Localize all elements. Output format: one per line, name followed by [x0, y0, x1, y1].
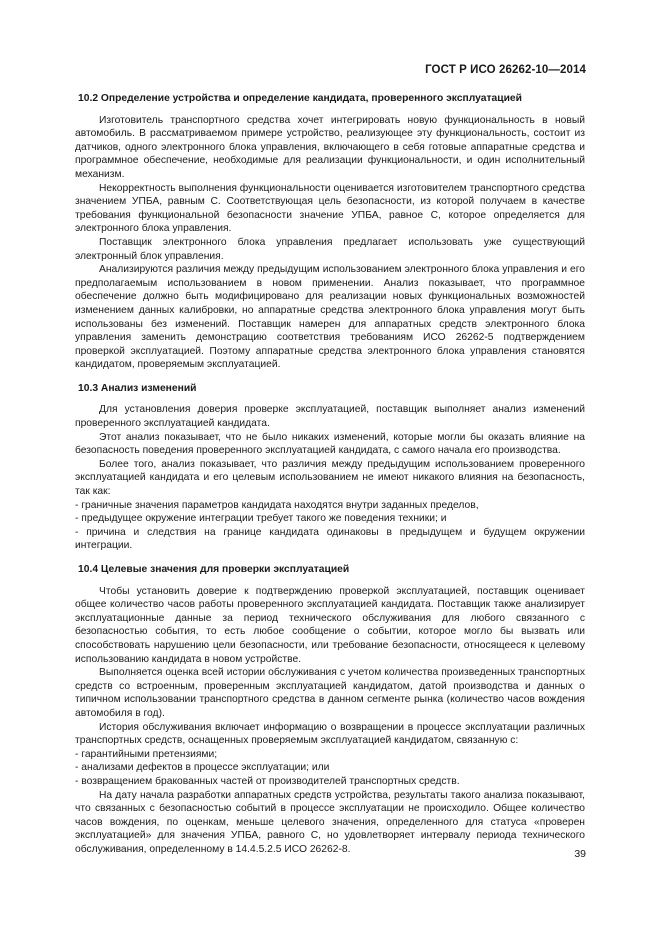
paragraph: Некорректность выполнения функциональности оценивается изготовителем транспортного средства значением УПБА, равным С. Соответствующая цель безопасности, из которой получаем в качестве требования функциональной безопасности значение УПБА, равное С, которое определяется для электронного блока управления. [75, 182, 585, 235]
section-10-4 [75, 563, 585, 856]
paragraph: Анализируются различия между предыдущим использованием электронного блока управления и его предполагаемым использованием в новом применении. Анализ показывает, что программное обеспечение должно быть модифицировано для реализации новых функциональных возможностей изменением данных калибровки, но аппаратные средства электронного блока управления могут быть использованы без изменений. Поставщик намерен для аппаратных средств электронного блока управления заменить демонстрацию соответствия требованиям ИСО 26262-5 подтверждением проверкой эксплуатацией. Поэтому аппаратные средства электронного блока управления становятся кандидатом, проверяемым эксплуатацией. [75, 264, 585, 371]
list-item: - граничные значения параметров кандидата находятся внутри заданных пределов, [75, 499, 479, 511]
page-content [75, 92, 585, 866]
bullet-list [75, 499, 585, 553]
paragraph: История обслуживания включает информацию о возвращении в процессе эксплуатации различных транспортных средств, оснащенных проверяемым эксплуатацией кандидатом, связанную с: [75, 721, 585, 747]
bullet-list [75, 748, 585, 789]
list-item: - гарантийными претензиями; [75, 748, 218, 760]
paragraph: На дату начала разработки аппаратных средств устройства, результаты такого анализа показывают, что связанных с безопасностью событий в процессе эксплуатации не происходило. Общее количество часов вождения, по оценкам, меньше целевого значения, определенного для статуса «проверен эксплуатацией» для значения УПБА, равного С, но удовлетворяет интервалу периода технического обслуживания, определенному в 14.4.5.2.5 ИСО 26262-8. [75, 789, 585, 855]
paragraph: Для установления доверия проверке эксплуатацией, поставщик выполняет анализ изменений проверенного эксплуатацией кандидата. [75, 404, 585, 430]
paragraph: Выполняется оценка всей истории обслуживания с учетом количества произведенных транспортных средств со встроенным, проверенным эксплуатацией кандидатом, датой производства и данных о типичном использовании транспортного средства в данном сегменте рынка (количество часов вождения автомобиля в год). [75, 667, 585, 719]
paragraph: Более того, анализ показывает, что различия между предыдущим использованием проверенного эксплуатацией кандидата и его целевым использованием не имеют никакого влияния на безопасность, так как: [75, 458, 585, 498]
paragraph: Этот анализ показывает, что не было никаких изменений, которые могли бы оказать влияние на безопасность поведения проверенного эксплуатацией кандидата, с самого начала его производства. [75, 431, 585, 457]
section-heading: 10.4 Целевые значения для проверки эксплуатацией [78, 564, 350, 575]
paragraph: Чтобы установить доверие к подтверждению проверкой эксплуатацией, поставщик оценивает общее количество часов работы проверенного эксплуатацией кандидата. Поставщик также анализирует эксплуатационные данные за период технического обслуживания для любого связанного с безопасностью события, то есть любое сообщение о событии, которое могло бы вызвать или способствовать нарушению цели безопасности, или требование безопасности, относящееся к целевому использованию кандидата в новом устройстве. [75, 585, 585, 665]
document-header: ГОСТ Р ИСО 26262-10—2014 [425, 64, 586, 76]
list-item: - анализами дефектов в процессе эксплуатации; или [75, 762, 330, 774]
page-number: 39 [574, 848, 586, 860]
list-item: - предыдущее окружение интеграции требует такого же поведения техники; и [75, 513, 447, 525]
list-item: - причина и следствия на границе кандидата одинаковы в предыдущем и будущем окружении интеграции. [75, 526, 585, 552]
paragraph: Поставщик электронного блока управления предлагает использовать уже существующий электронный блок управления. [75, 236, 585, 262]
section-10-2 [75, 92, 585, 372]
section-10-3 [75, 382, 585, 553]
paragraph: Изготовитель транспортного средства хочет интегрировать новую функциональность в новый автомобиль. В рассматриваемом примере устройство, реализующее эту функциональность, состоит из датчиков, одного электронного блока управления, включающего в себя готовые аппаратные средства и программное обеспечение, необходимые для реализации функциональности, и один исполнительный механизм. [75, 114, 585, 180]
section-heading: 10.3 Анализ изменений [78, 382, 197, 394]
list-item: - возвращением бракованных частей от производителей транспортных средств. [75, 775, 460, 787]
section-heading: 10.2 Определение устройства и определение кандидата, проверенного эксплуатацией [78, 93, 522, 104]
